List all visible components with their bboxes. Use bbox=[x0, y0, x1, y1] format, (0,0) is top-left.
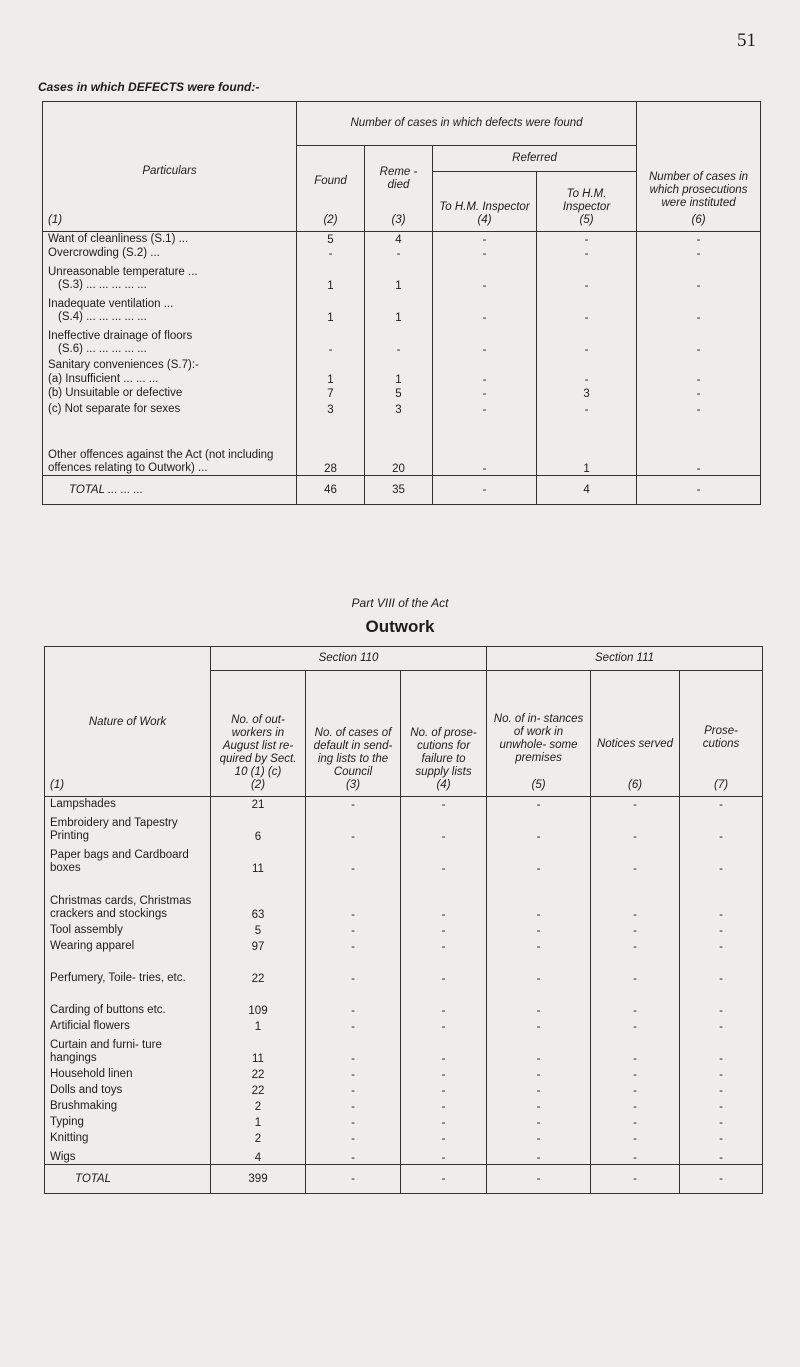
outwork-cell: - bbox=[306, 811, 401, 843]
outwork-cell: - bbox=[487, 1113, 591, 1129]
nature-of-work-label: Curtain and furni- ture hangings bbox=[45, 1033, 211, 1065]
outwork-cell: - bbox=[591, 1129, 680, 1145]
outwork-cell: - bbox=[487, 937, 591, 953]
prosecutions-header: Number of cases in which prosecutions were instituted (6) bbox=[637, 102, 761, 232]
defects-total-cell: 35 bbox=[365, 476, 433, 505]
defects-cell: 1 bbox=[537, 416, 637, 476]
defects-cell: - bbox=[537, 400, 637, 416]
defects-cell: - bbox=[637, 292, 761, 324]
nature-of-work-label: Brushmaking bbox=[45, 1097, 211, 1113]
defects-cell: - bbox=[433, 246, 537, 260]
default-cases-header: No. of cases of default in send- ing lists to the Council (3) bbox=[306, 671, 401, 797]
defects-cell: 5 bbox=[365, 386, 433, 400]
particular-subtext: (S.3) ... ... ... ... ... bbox=[58, 278, 147, 291]
particulars-header: Particulars (1) bbox=[43, 102, 297, 232]
outwork-cell: - bbox=[306, 937, 401, 953]
to-hm-inspector-4-header: To H.M. Inspector (4) bbox=[433, 172, 537, 232]
defects-cell: 1 bbox=[365, 372, 433, 386]
defects-cell: - bbox=[637, 400, 761, 416]
defects-row bbox=[43, 246, 761, 260]
nature-of-work-label: Artificial flowers bbox=[45, 1017, 211, 1033]
defects-cell: - bbox=[537, 260, 637, 292]
outwork-cell: - bbox=[401, 1017, 487, 1033]
defects-cell: - bbox=[365, 324, 433, 356]
unwholesome-premises-header: No. of in- stances of work in unwhole- some premises (5) bbox=[487, 671, 591, 797]
particular-text: (c) Not separate for sexes bbox=[48, 402, 181, 415]
outwork-title: Outwork bbox=[365, 617, 435, 636]
defects-cell: 7 bbox=[297, 386, 365, 400]
defects-cell: - bbox=[537, 246, 637, 260]
outwork-row bbox=[45, 937, 763, 953]
defects-cell: - bbox=[433, 232, 537, 246]
defects-cell: 1 bbox=[365, 260, 433, 292]
defects-cell: - bbox=[537, 324, 637, 356]
outwork-total-cell: 399 bbox=[211, 1165, 306, 1194]
outwork-cell: - bbox=[680, 921, 763, 937]
defects-table bbox=[42, 101, 761, 505]
outwork-cell: 4 bbox=[211, 1145, 306, 1165]
defects-row-label bbox=[43, 386, 297, 400]
outwork-row bbox=[45, 1065, 763, 1081]
defects-row bbox=[43, 292, 761, 324]
defects-cell: - bbox=[433, 386, 537, 400]
defects-found-group-header: Number of cases in which defects were found bbox=[297, 102, 637, 146]
outwork-cell: - bbox=[401, 1129, 487, 1145]
defects-total-cell: 46 bbox=[297, 476, 365, 505]
particular-text: Inadequate ventilation ... bbox=[48, 297, 174, 310]
defects-row-label bbox=[43, 400, 297, 416]
outwork-cell: - bbox=[680, 1017, 763, 1033]
outwork-cell: 22 bbox=[211, 1081, 306, 1097]
outwork-cell: - bbox=[487, 921, 591, 937]
outwork-cell: - bbox=[487, 811, 591, 843]
nature-of-work-label: Perfumery, Toile- tries, etc. bbox=[45, 953, 211, 985]
outwork-cell: - bbox=[591, 811, 680, 843]
defects-cell bbox=[297, 356, 365, 372]
outwork-cell: - bbox=[306, 797, 401, 811]
outwork-cell: - bbox=[401, 875, 487, 921]
outwork-cell: - bbox=[591, 843, 680, 875]
outwork-cell: 11 bbox=[211, 843, 306, 875]
nature-of-work-label: Christmas cards, Christmas crackers and stockings bbox=[45, 875, 211, 921]
particular-text: Other offences against the Act (not including offences relating to Outwork) ... bbox=[48, 449, 274, 474]
defects-cell: - bbox=[433, 400, 537, 416]
total-label: TOTAL ... ... ... bbox=[43, 476, 297, 505]
defects-row bbox=[43, 356, 761, 372]
outwork-row bbox=[45, 1017, 763, 1033]
defects-cell: - bbox=[637, 386, 761, 400]
defects-cell: - bbox=[637, 324, 761, 356]
defects-total-cell: - bbox=[433, 476, 537, 505]
defects-cell: - bbox=[297, 324, 365, 356]
defects-cell: - bbox=[365, 246, 433, 260]
outwork-cell: - bbox=[680, 1097, 763, 1113]
defects-cell: - bbox=[433, 416, 537, 476]
outwork-cell: - bbox=[401, 1145, 487, 1165]
outwork-cell: - bbox=[401, 937, 487, 953]
outwork-row bbox=[45, 921, 763, 937]
outwork-cell: - bbox=[680, 1113, 763, 1129]
outwork-cell: - bbox=[680, 985, 763, 1017]
defects-cell: 1 bbox=[297, 372, 365, 386]
outwork-cell: 11 bbox=[211, 1033, 306, 1065]
outwork-cell: - bbox=[591, 1017, 680, 1033]
outwork-cell: - bbox=[306, 1033, 401, 1065]
nature-of-work-label: Lampshades bbox=[45, 797, 211, 811]
outwork-cell: - bbox=[487, 1033, 591, 1065]
defects-row-label bbox=[43, 372, 297, 386]
outwork-total-cell: - bbox=[680, 1165, 763, 1194]
outwork-row bbox=[45, 1145, 763, 1165]
defects-row bbox=[43, 416, 761, 476]
section-111-header: Section 111 bbox=[487, 647, 763, 671]
outwork-cell: 22 bbox=[211, 953, 306, 985]
outwork-cell: 2 bbox=[211, 1097, 306, 1113]
outwork-row bbox=[45, 1081, 763, 1097]
defects-cell: - bbox=[537, 232, 637, 246]
defects-cell: 4 bbox=[365, 232, 433, 246]
defects-total-row bbox=[43, 476, 761, 505]
outwork-cell: - bbox=[680, 953, 763, 985]
outwork-cell: 2 bbox=[211, 1129, 306, 1145]
outwork-cell: - bbox=[487, 985, 591, 1017]
outwork-cell: - bbox=[487, 797, 591, 811]
defects-cell bbox=[433, 356, 537, 372]
found-header: Found (2) bbox=[297, 146, 365, 232]
outwork-total-cell: - bbox=[487, 1165, 591, 1194]
defects-row-label bbox=[43, 260, 297, 292]
defects-row bbox=[43, 324, 761, 356]
nature-of-work-label: Tool assembly bbox=[45, 921, 211, 937]
defects-row bbox=[43, 232, 761, 246]
outwork-cell: - bbox=[487, 1145, 591, 1165]
outwork-cell: 63 bbox=[211, 875, 306, 921]
defects-row-label bbox=[43, 292, 297, 324]
defects-cell bbox=[537, 356, 637, 372]
outwork-cell: - bbox=[591, 797, 680, 811]
outwork-row bbox=[45, 1097, 763, 1113]
outwork-cell: - bbox=[401, 953, 487, 985]
outwork-cell: - bbox=[306, 1113, 401, 1129]
outworkers-count-header: No. of out- workers in August list re- quired by Sect. 10 (1) (c) (2) bbox=[211, 671, 306, 797]
outwork-cell: - bbox=[591, 953, 680, 985]
outwork-cell: - bbox=[401, 1033, 487, 1065]
outwork-row bbox=[45, 985, 763, 1017]
nature-of-work-label: Household linen bbox=[45, 1065, 211, 1081]
outwork-cell: - bbox=[680, 797, 763, 811]
defects-row bbox=[43, 400, 761, 416]
outwork-cell: 22 bbox=[211, 1065, 306, 1081]
defects-cell: - bbox=[637, 246, 761, 260]
outwork-total-cell: - bbox=[401, 1165, 487, 1194]
outwork-cell: - bbox=[680, 1033, 763, 1065]
outwork-cell: - bbox=[680, 1065, 763, 1081]
outwork-cell: 5 bbox=[211, 921, 306, 937]
section-110-header: Section 110 bbox=[211, 647, 487, 671]
outwork-cell: - bbox=[487, 1017, 591, 1033]
particular-text: Overcrowding (S.2) ... bbox=[48, 246, 160, 259]
defects-cell: - bbox=[297, 246, 365, 260]
nature-of-work-label: Wigs bbox=[45, 1145, 211, 1165]
defects-cell: 20 bbox=[365, 416, 433, 476]
outwork-cell: - bbox=[680, 1081, 763, 1097]
outwork-cell: - bbox=[591, 1097, 680, 1113]
nature-of-work-label: Embroidery and Tapestry Printing bbox=[45, 811, 211, 843]
defects-row-label bbox=[43, 324, 297, 356]
defects-cell: 5 bbox=[297, 232, 365, 246]
outwork-row bbox=[45, 1129, 763, 1145]
outwork-cell: - bbox=[306, 875, 401, 921]
nature-of-work-label: Paper bags and Cardboard boxes bbox=[45, 843, 211, 875]
outwork-cell: - bbox=[680, 937, 763, 953]
outwork-cell: - bbox=[680, 811, 763, 843]
defects-cell: - bbox=[637, 232, 761, 246]
defects-row-label bbox=[43, 246, 297, 260]
defects-cell: - bbox=[637, 372, 761, 386]
outwork-caption: Part VIII of the Act bbox=[351, 596, 449, 610]
defects-total-cell: 4 bbox=[537, 476, 637, 505]
outwork-cell: - bbox=[680, 1129, 763, 1145]
defects-cell: - bbox=[433, 324, 537, 356]
outwork-cell: 21 bbox=[211, 797, 306, 811]
outwork-row bbox=[45, 843, 763, 875]
defects-cell: 3 bbox=[297, 400, 365, 416]
referred-header: Referred bbox=[433, 146, 637, 172]
outwork-row bbox=[45, 811, 763, 843]
outwork-cell: - bbox=[487, 843, 591, 875]
outwork-row bbox=[45, 1113, 763, 1129]
outwork-row bbox=[45, 1033, 763, 1065]
outwork-table bbox=[44, 646, 763, 1194]
defects-cell: 3 bbox=[537, 386, 637, 400]
outwork-cell: - bbox=[306, 1129, 401, 1145]
outwork-row bbox=[45, 875, 763, 921]
outwork-cell: - bbox=[401, 1113, 487, 1129]
defects-cell bbox=[637, 356, 761, 372]
outwork-cell: - bbox=[487, 1065, 591, 1081]
defects-row-label bbox=[43, 416, 297, 476]
defects-cell: 1 bbox=[365, 292, 433, 324]
outwork-cell: 109 bbox=[211, 985, 306, 1017]
defects-cell: - bbox=[637, 416, 761, 476]
outwork-row bbox=[45, 953, 763, 985]
particular-text: (a) Insufficient ... ... ... bbox=[48, 372, 159, 385]
outwork-cell: - bbox=[487, 1097, 591, 1113]
outwork-cell: - bbox=[591, 937, 680, 953]
defects-cell bbox=[365, 356, 433, 372]
prosecutions-111-header: Prose- cutions (7) bbox=[680, 671, 763, 797]
nature-of-work-label: Dolls and toys bbox=[45, 1081, 211, 1097]
nature-of-work-label: Knitting bbox=[45, 1129, 211, 1145]
nature-of-work-label: Wearing apparel bbox=[45, 937, 211, 953]
outwork-cell: - bbox=[401, 985, 487, 1017]
outwork-cell: - bbox=[487, 953, 591, 985]
defects-row bbox=[43, 260, 761, 292]
notices-served-header: Notices served (6) bbox=[591, 671, 680, 797]
outwork-cell: - bbox=[591, 921, 680, 937]
outwork-cell: - bbox=[401, 1097, 487, 1113]
particular-text: (b) Unsuitable or defective bbox=[48, 386, 183, 399]
to-hm-inspector-5-header: To H.M. Inspector (5) bbox=[537, 172, 637, 232]
defects-cell: - bbox=[537, 372, 637, 386]
outwork-cell: - bbox=[401, 811, 487, 843]
outwork-cell: - bbox=[487, 875, 591, 921]
defects-cell: - bbox=[433, 260, 537, 292]
outwork-cell: - bbox=[591, 985, 680, 1017]
remedied-header: Reme - died (3) bbox=[365, 146, 433, 232]
particular-subtext: (S.4) ... ... ... ... ... bbox=[58, 310, 147, 323]
outwork-total-row bbox=[45, 1165, 763, 1194]
outwork-cell: 6 bbox=[211, 811, 306, 843]
defects-cell: - bbox=[433, 292, 537, 324]
outwork-cell: - bbox=[680, 875, 763, 921]
defects-cell: 1 bbox=[297, 292, 365, 324]
outwork-cell: - bbox=[487, 1081, 591, 1097]
defects-cell: - bbox=[433, 372, 537, 386]
defects-row bbox=[43, 372, 761, 386]
outwork-cell: - bbox=[306, 843, 401, 875]
nature-of-work-header: Nature of Work (1) bbox=[45, 647, 211, 797]
total-label: TOTAL bbox=[45, 1165, 211, 1194]
defects-cell: 3 bbox=[365, 400, 433, 416]
outwork-cell: - bbox=[591, 875, 680, 921]
outwork-cell: - bbox=[401, 1065, 487, 1081]
outwork-cell: 1 bbox=[211, 1113, 306, 1129]
defects-total-cell: - bbox=[637, 476, 761, 505]
nature-of-work-label: Carding of buttons etc. bbox=[45, 985, 211, 1017]
outwork-cell: - bbox=[306, 1081, 401, 1097]
outwork-cell: 97 bbox=[211, 937, 306, 953]
outwork-cell: - bbox=[680, 1145, 763, 1165]
outwork-cell: - bbox=[591, 1081, 680, 1097]
outwork-cell: - bbox=[401, 797, 487, 811]
outwork-cell: - bbox=[306, 1017, 401, 1033]
defects-cell: - bbox=[637, 260, 761, 292]
outwork-cell: - bbox=[591, 1065, 680, 1081]
outwork-cell: - bbox=[306, 1065, 401, 1081]
outwork-cell: - bbox=[306, 953, 401, 985]
defects-cell: 1 bbox=[297, 260, 365, 292]
outwork-cell: - bbox=[401, 1081, 487, 1097]
outwork-cell: - bbox=[591, 1145, 680, 1165]
particular-text: Unreasonable temperature ... bbox=[48, 265, 198, 278]
outwork-cell: - bbox=[306, 985, 401, 1017]
outwork-row bbox=[45, 797, 763, 811]
outwork-cell: - bbox=[306, 921, 401, 937]
outwork-cell: - bbox=[591, 1033, 680, 1065]
particular-text: Ineffective drainage of floors bbox=[48, 329, 193, 342]
nature-of-work-label: Typing bbox=[45, 1113, 211, 1129]
outwork-cell: - bbox=[306, 1145, 401, 1165]
defects-caption: Cases in which DEFECTS were found:- bbox=[38, 80, 260, 94]
defects-cell: - bbox=[537, 292, 637, 324]
prosecutions-failure-header: No. of prose- cutions for failure to supply lists (4) bbox=[401, 671, 487, 797]
outwork-cell: - bbox=[591, 1113, 680, 1129]
outwork-cell: - bbox=[487, 1129, 591, 1145]
defects-row-label bbox=[43, 356, 297, 372]
particular-subtext: (S.6) ... ... ... ... ... bbox=[58, 342, 147, 355]
outwork-cell: - bbox=[401, 921, 487, 937]
outwork-cell: - bbox=[306, 1097, 401, 1113]
page-number: 51 bbox=[737, 30, 756, 51]
defects-cell: 28 bbox=[297, 416, 365, 476]
defects-row-label bbox=[43, 232, 297, 246]
outwork-cell: - bbox=[401, 843, 487, 875]
particular-text: Sanitary conveniences (S.7):- bbox=[48, 358, 199, 371]
outwork-total-cell: - bbox=[306, 1165, 401, 1194]
particular-text: Want of cleanliness (S.1) ... bbox=[48, 232, 189, 245]
defects-row bbox=[43, 386, 761, 400]
outwork-cell: 1 bbox=[211, 1017, 306, 1033]
outwork-total-cell: - bbox=[591, 1165, 680, 1194]
outwork-cell: - bbox=[680, 843, 763, 875]
